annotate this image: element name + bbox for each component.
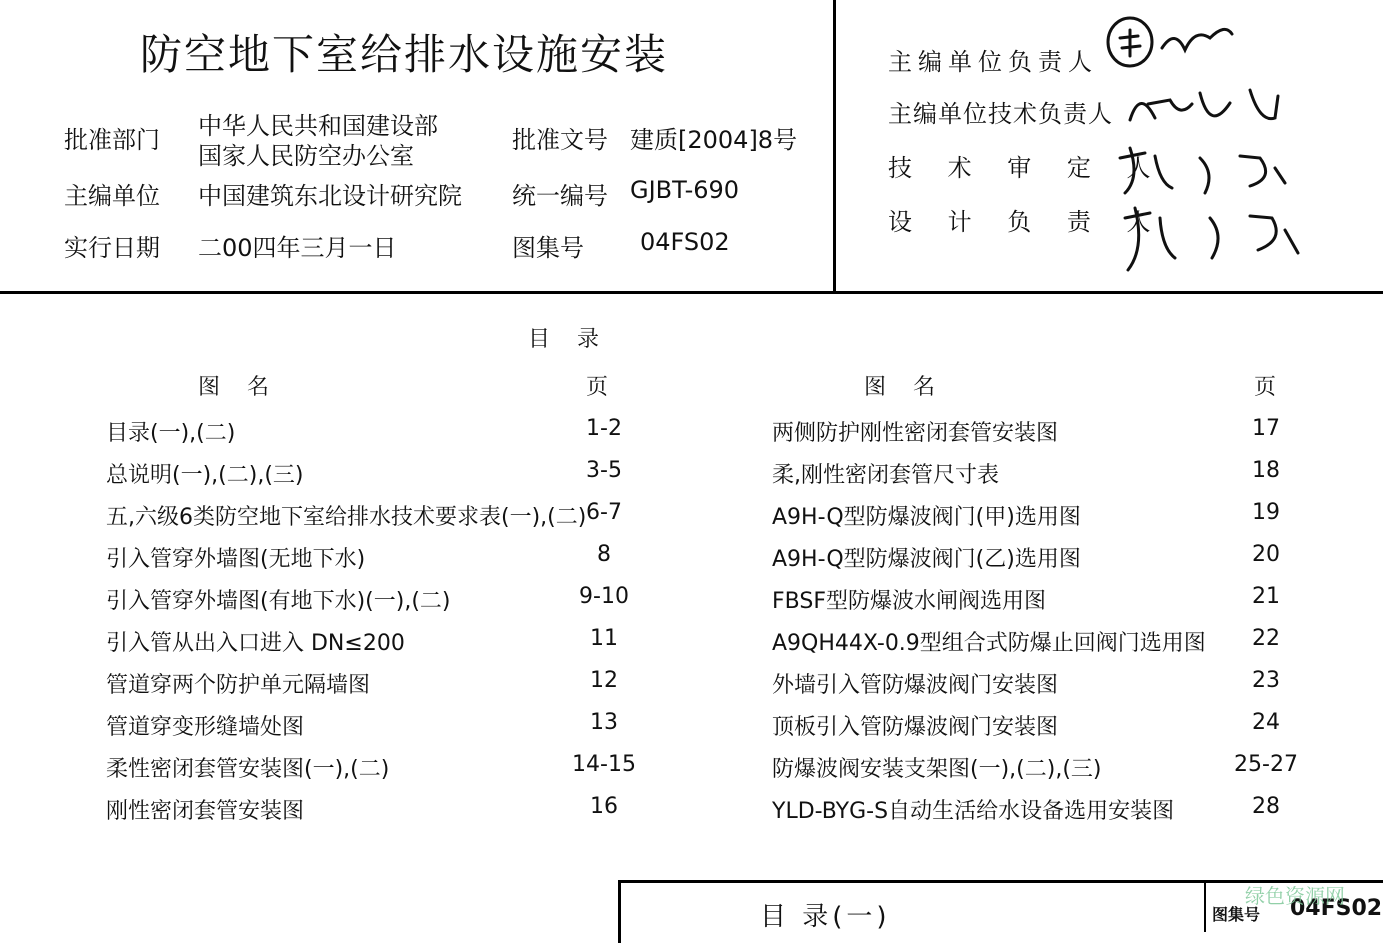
unified-no-label: 统一编号 bbox=[512, 182, 608, 210]
toc-left-item-page: 16 bbox=[590, 794, 618, 819]
toc-right-item-page: 21 bbox=[1252, 584, 1280, 609]
toc-right-item-name: FBSF型防爆波水闸阀选用图 bbox=[772, 589, 1046, 614]
toc-left-item-name: 总说明(一),(二),(三) bbox=[106, 463, 304, 488]
approval-doc-value: 建质[2004]8号 bbox=[630, 126, 798, 154]
sig-label-chief-editor: 主编单位负责人 bbox=[888, 48, 1098, 76]
toc-left-item-name: 管道穿变形缝墙处图 bbox=[106, 715, 305, 740]
toc-right-item-page: 24 bbox=[1252, 710, 1280, 735]
toc-left-item-name: 引入管从出入口进入 DN≤200 bbox=[106, 631, 405, 656]
toc-right-item-page: 18 bbox=[1252, 458, 1280, 483]
watermark-logo: 绿色资源网 bbox=[1245, 884, 1345, 908]
toc-right-item-name: 两侧防护刚性密闭套管安装图 bbox=[772, 421, 1059, 446]
toc-left-item-page: 12 bbox=[590, 668, 618, 693]
footer-divider bbox=[1204, 882, 1206, 932]
sig-label-tech-lead: 主编单位技术负责人 bbox=[888, 100, 1113, 128]
toc-right-item-page: 25-27 bbox=[1234, 752, 1298, 777]
toc-left-item-page: 8 bbox=[597, 542, 611, 567]
toc-right-item-page: 23 bbox=[1252, 668, 1280, 693]
toc-left-item-page: 13 bbox=[590, 710, 618, 735]
toc-left-item-name: 管道穿两个防护单元隔墙图 bbox=[106, 673, 371, 698]
toc-left-item-name: 柔性密闭套管安装图(一),(二) bbox=[106, 757, 390, 782]
toc-right-name-header: 图 名 bbox=[864, 375, 945, 400]
toc-left-item-name: 引入管穿外墙图(有地下水)(一),(二) bbox=[106, 589, 451, 614]
footer-atlas-code: 04FS02 bbox=[1290, 896, 1383, 921]
toc-right-item-page: 28 bbox=[1252, 794, 1280, 819]
toc-left-item-name: 刚性密闭套管安装图 bbox=[106, 799, 305, 824]
toc-left-item-page: 6-7 bbox=[586, 500, 622, 525]
approval-dept-label: 批准部门 bbox=[64, 126, 160, 154]
footer-atlas-label: 图集号 bbox=[1212, 905, 1261, 924]
sig-label-reviewer: 技 术 审 定 人 bbox=[888, 154, 1165, 182]
sig-label-design-lead: 设 计 负 责 人 bbox=[888, 208, 1165, 236]
atlas-no-value: 04FS02 bbox=[640, 228, 730, 256]
editor-unit-label: 主编单位 bbox=[64, 182, 160, 210]
toc-left-item-name: 目录(一),(二) bbox=[106, 421, 236, 446]
toc-left-item-name: 五,六级6类防空地下室给排水技术要求表(一),(二) bbox=[106, 505, 587, 530]
footer-title: 目 录(一) bbox=[760, 902, 891, 932]
approval-doc-label: 批准文号 bbox=[512, 126, 608, 154]
toc-right-item-name: A9H-Q型防爆波阀门(甲)选用图 bbox=[772, 505, 1081, 530]
toc-right-item-page: 17 bbox=[1252, 416, 1280, 441]
toc-right-item-name: YLD-BYG-S自动生活给水设备选用安装图 bbox=[772, 799, 1175, 824]
toc-right-item-name: 防爆波阀安装支架图(一),(二),(三) bbox=[772, 757, 1102, 782]
page-title: 防空地下室给排水设施安装 bbox=[140, 30, 669, 79]
toc-left-item-page: 14-15 bbox=[572, 752, 636, 777]
toc-right-page-header: 页 bbox=[1254, 375, 1287, 400]
toc-right-item-name: 柔,刚性密闭套管尺寸表 bbox=[772, 463, 999, 488]
effective-date-value: 二00四年三月一日 bbox=[198, 234, 397, 262]
toc-right-item-name: A9QH44X-0.9型组合式防爆止回阀门选用图 bbox=[772, 631, 1206, 656]
toc-right-item-page: 22 bbox=[1252, 626, 1280, 651]
toc-left-name-header: 图 名 bbox=[198, 375, 279, 400]
header-divider bbox=[833, 0, 836, 293]
unified-no-value: GJBT-690 bbox=[630, 176, 740, 204]
toc-left-page-header: 页 bbox=[586, 375, 619, 400]
approval-dept-line1: 中华人民共和国建设部 bbox=[198, 112, 438, 140]
atlas-no-label: 图集号 bbox=[512, 234, 584, 262]
toc-right-item-page: 20 bbox=[1252, 542, 1280, 567]
toc-right-item-name: 外墙引入管防爆波阀门安装图 bbox=[772, 673, 1059, 698]
header-bottom-rule bbox=[0, 291, 1383, 294]
toc-heading: 目 录 bbox=[528, 327, 609, 352]
effective-date-label: 实行日期 bbox=[64, 234, 160, 262]
toc-right-item-name: A9H-Q型防爆波阀门(乙)选用图 bbox=[772, 547, 1081, 572]
toc-left-item-name: 引入管穿外墙图(无地下水) bbox=[106, 547, 366, 572]
toc-left-item-page: 3-5 bbox=[586, 458, 622, 483]
editor-unit-value: 中国建筑东北设计研究院 bbox=[198, 182, 462, 210]
toc-left-item-page: 11 bbox=[590, 626, 618, 651]
toc-right-item-page: 19 bbox=[1252, 500, 1280, 525]
approval-dept-line2: 国家人民防空办公室 bbox=[198, 142, 414, 170]
handwritten-signatures bbox=[1100, 8, 1320, 278]
toc-right-item-name: 顶板引入管防爆波阀门安装图 bbox=[772, 715, 1059, 740]
toc-left-item-page: 9-10 bbox=[579, 584, 629, 609]
toc-left-item-page: 1-2 bbox=[586, 416, 622, 441]
